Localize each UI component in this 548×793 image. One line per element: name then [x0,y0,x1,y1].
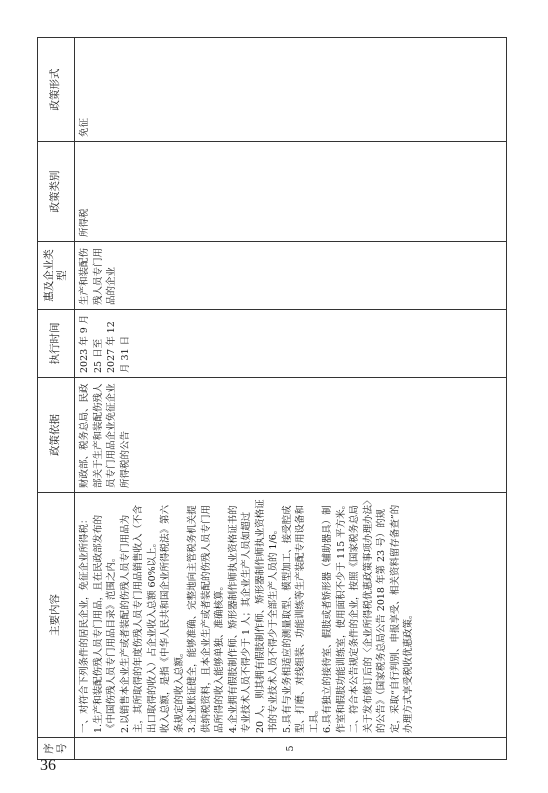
content-line: 6.具有独立的接待室、假肢或者矫形器（辅助器具）制作室和假肢功能训练室，使用面积不少于 115 平方米。 [322,499,347,733]
header-enterprise: 惠及企业类型 [38,242,75,310]
cell-category: 所得税 [75,142,507,242]
content-line: 5.具有与业务相适应的测量取型、模型加工、接受腔成型、打磨、对线组装、功能训练等生产装配专用设备和工具。 [281,504,320,733]
content-line: 4.企业拥有假肢制作师、矫形器制作师执业资格证书的专业技术人员不得少于 1 人；其企业生产人员如超过 20 人，则其拥有假肢制作师、矫形器制作师执业资格证书的专业技术人员不得少于全部生产人员的 1/6。 [227,499,279,733]
header-no: 序号 [38,738,75,760]
policy-table [37,37,507,760]
content-line: 二、符合本公告规定条件的企业，按照《国家税务总局关于发布修订后的〈企业所得税优惠政策事项办理办法〉的公告》（国家税务总局公告 2018 年第 23 号）的规定，采取“自行判别、申报享受、相关资料留存备查”的办理方式享受税收优惠政策。 [349,500,414,733]
cell-period: 2023 年 9 月 25 日至 2027 年 12 月 31 日 [75,310,507,378]
content-line: 收入总额，是指《中华人民共和国企业所得税法》第六条规定的收入总额。 [160,504,185,733]
content-line: 2.以销售本企业生产或者装配的伤残人员专门用品为主，其所取得的年度伤残人员专门用品销售收入（不含出口取得的收入）占企业收入总额 60%以上。 [119,504,158,733]
table-header-row [38,38,75,760]
page-number: 36 [40,757,56,774]
rotated-table-wrapper [37,38,507,760]
header-form: 政策形式 [38,38,75,142]
header-basis: 政策依据 [38,378,75,493]
content-line: 一、对符合下列条件的居民企业，免征企业所得税： [79,514,90,733]
cell-no: 5 [75,738,507,760]
content-line: 3.企业账证健全，能够准确、完整地向主管税务机关提供纳税资料，且本企业生产或者装配的伤残人员专门用品所得的收入能够单独、准确核算。 [187,504,225,733]
table-row [75,38,507,760]
header-category: 政策类别 [38,142,75,242]
cell-enterprise: 生产和装配伤残人员专门用品的企业 [75,242,507,310]
cell-basis: 财政部、税务总局、民政部关于生产和装配伤残人员专门用品企业免征企业所得税的公告 [75,378,507,493]
header-content: 主要内容 [38,493,75,738]
header-period: 执行时间 [38,310,75,378]
cell-content [75,493,507,738]
content-line: 1.生产和装配伤残人员专门用品，且在民政部发布的《中国伤残人员专门用品目录》范围之内。 [92,514,117,733]
cell-form: 免征 [75,38,507,142]
